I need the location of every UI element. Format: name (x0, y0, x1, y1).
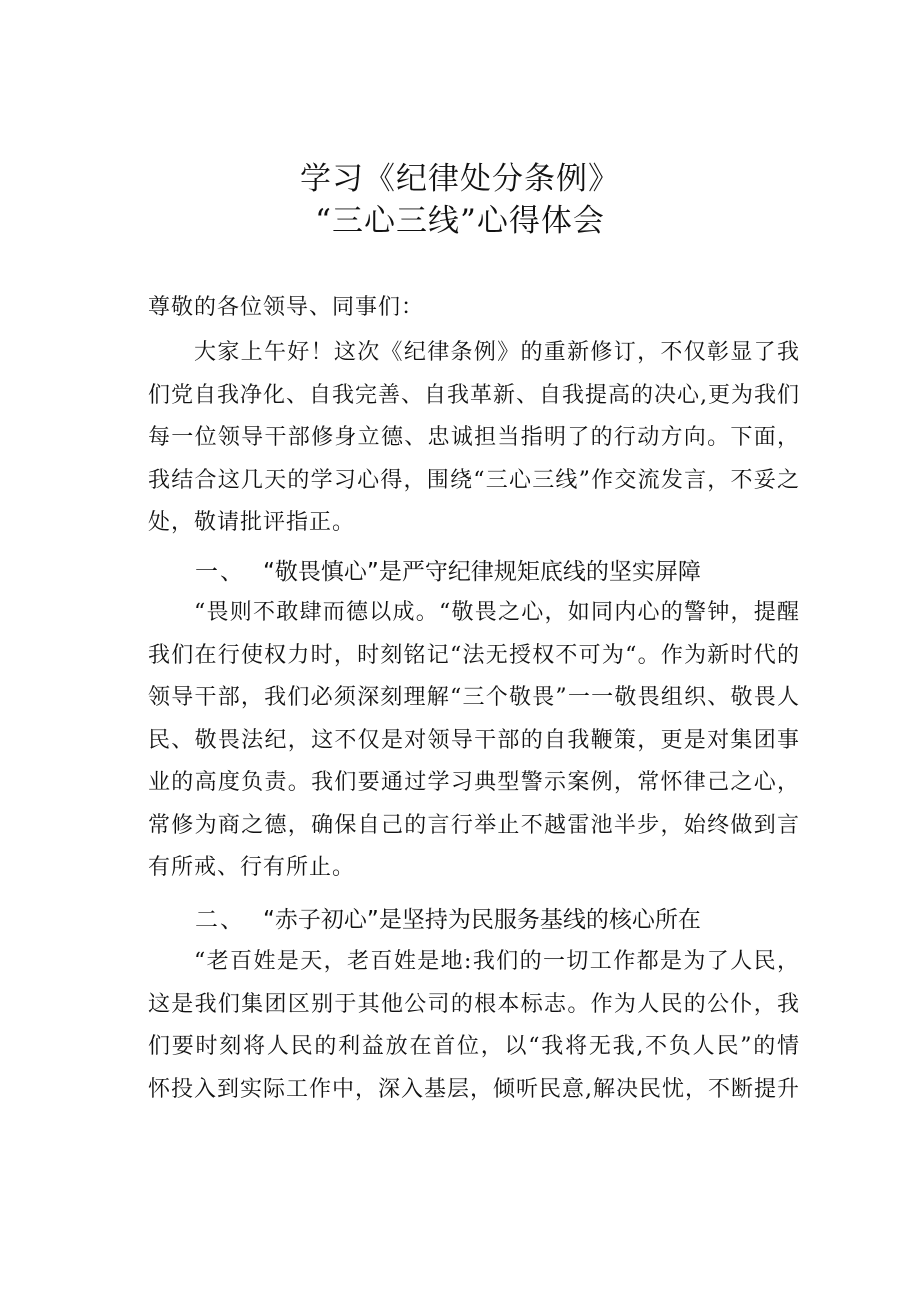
section-1-heading-text: “敬畏慎心”是严守纪律规矩底线的坚实屏障 (263, 559, 701, 585)
section-2-paragraph: “老百姓是天，老百姓是地:我们的一切工作都是为了人民，这是我们集团区别于其他公司的根本标志。作为人民的公仆，我们要时刻将人民的利益放在首位，以“我将无我,不负人民”的情怀投入到实际工作中，深入基层，倾听民意,解决民忧，不断提升 (148, 949, 800, 1102)
section-1-paragraph: “畏则不敢肆而德以成。“敬畏之心，如同内心的警钟，提醒我们在行使权力时，时刻铭记“法无授权不可为“。作为新时代的领导干部，我们必须深刻理解“三个敬畏”一一敬畏组织、敬畏人民、敬畏法纪，这不仅是对领导干部的自我鞭策，更是对集团事业的高度负责。我们要通过学习典型警示案例，常怀律己之心，常修为商之德，确保自己的言行举止不越雷池半步，始终做到言有所戒、行有所止。 (148, 600, 800, 880)
section-2-heading-text: “赤子初心”是坚持为民服务基线的核心所在 (263, 907, 701, 933)
document-title-line-1: 学习《纪律处分条例》 (300, 161, 620, 197)
document-title-line-2: “三心三线”心得体会 (315, 203, 605, 239)
section-1-number: 一、 (195, 559, 245, 585)
section-2-heading (195, 899, 815, 941)
section-2-number: 二、 (195, 907, 245, 933)
opening-paragraph: 大家上午好！这次《纪律条例》的重新修订，不仅彰显了我们党自我净化、自我完善、自我革新、自我提高的决心,更为我们每一位领导干部修身立德、忠诚担当指明了的行动方向。下面，我结合这几天的学习心得，围绕“三心三线”作交流发言，不妥之处，敬请批评指正。 (148, 340, 800, 535)
salutation: 尊敬的各位领导、同事们： (148, 295, 425, 320)
section-1-heading (195, 551, 815, 593)
